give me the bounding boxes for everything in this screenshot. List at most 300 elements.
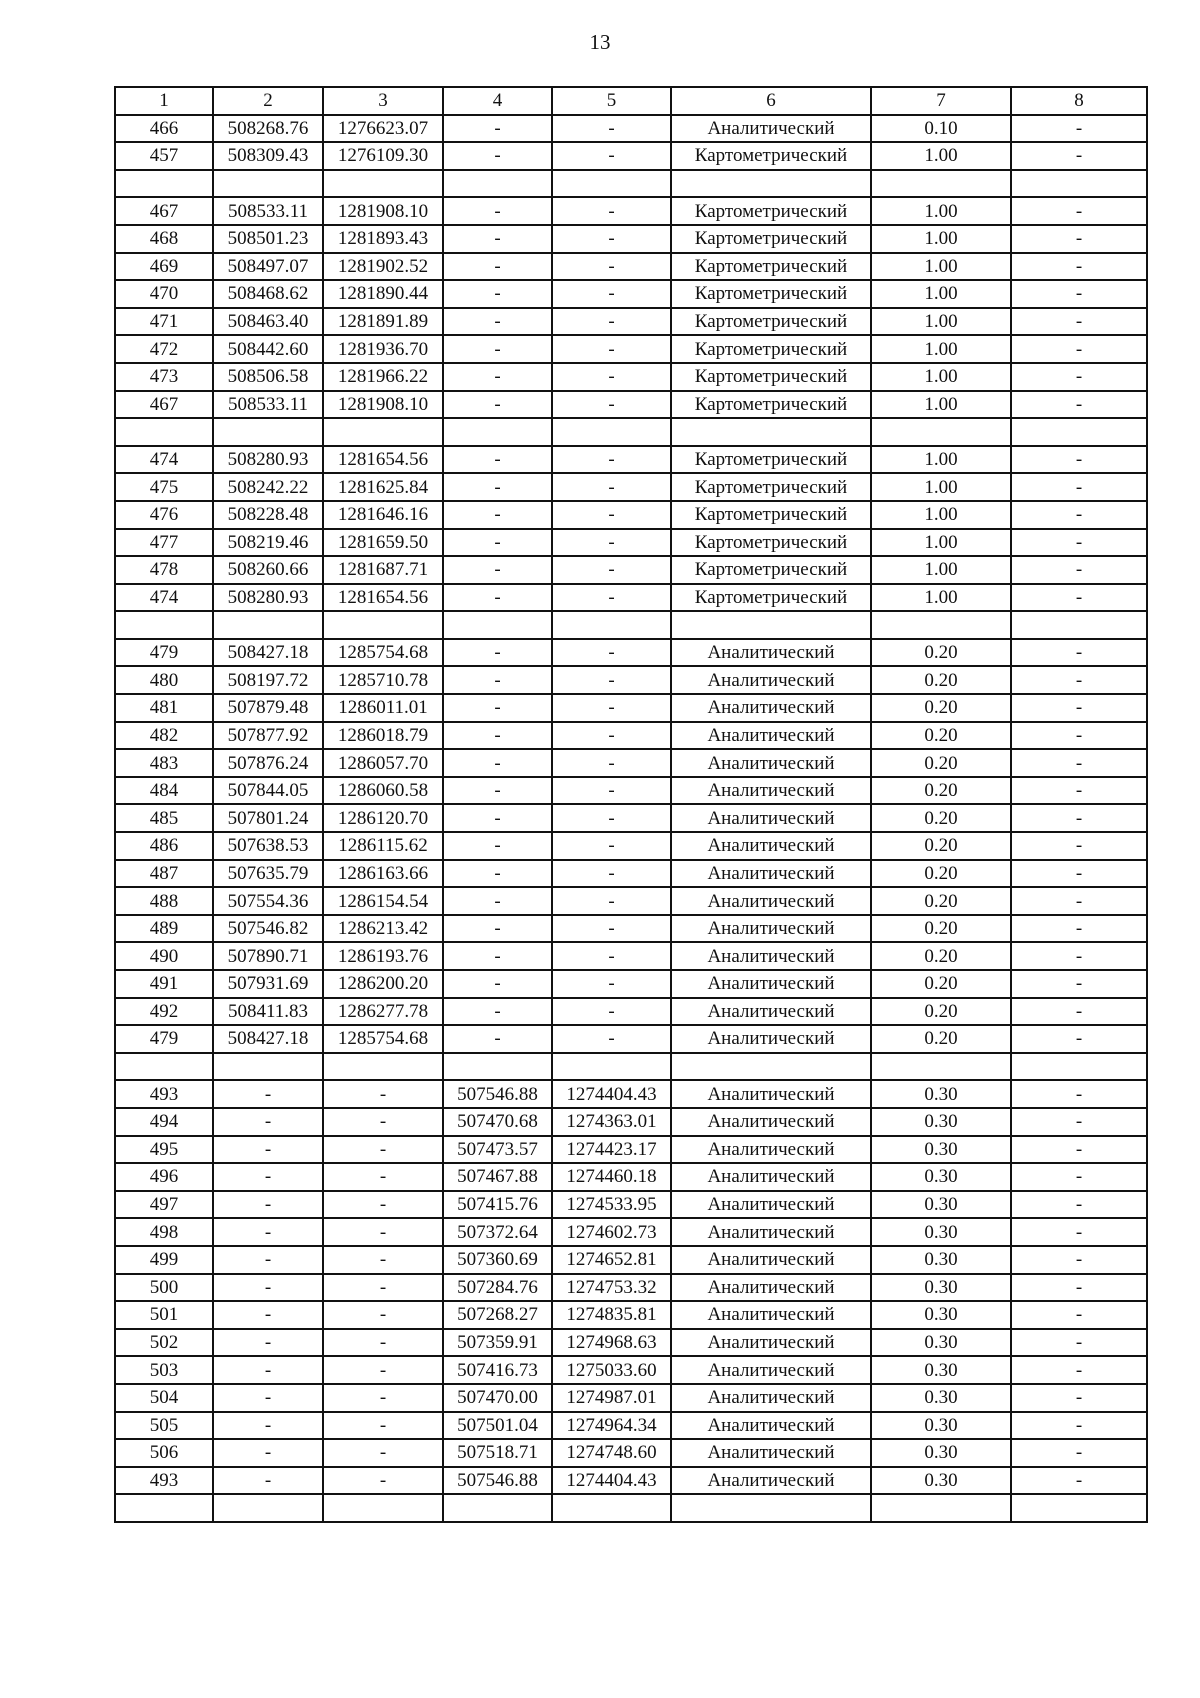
- table-row: [115, 142, 1147, 170]
- table-cell-col-2: 508219.46: [213, 529, 323, 557]
- table-cell-col-6: Аналитический: [671, 970, 871, 998]
- table-cell-col-1: 473: [115, 363, 213, 391]
- table-cell-col-4: [443, 611, 552, 639]
- table-cell-col-8: [1011, 418, 1147, 446]
- table-row: [115, 556, 1147, 584]
- table-cell-col-3: 1281936.70: [323, 335, 443, 363]
- table-cell-col-4: -: [443, 804, 552, 832]
- table-cell-col-6: Картометрический: [671, 556, 871, 584]
- table-cell-col-4: -: [443, 556, 552, 584]
- table-cell-col-4: 507359.91: [443, 1329, 552, 1357]
- table-cell-col-8: -: [1011, 1025, 1147, 1053]
- table-row: [115, 1246, 1147, 1274]
- table-cell-col-8: -: [1011, 335, 1147, 363]
- table-cell-col-6: Аналитический: [671, 1412, 871, 1440]
- table-cell-col-2: -: [213, 1412, 323, 1440]
- table-cell-col-3: 1286011.01: [323, 694, 443, 722]
- table-cell-col-7: 0.10: [871, 115, 1011, 143]
- table-cell-col-4: -: [443, 749, 552, 777]
- table-cell-col-2: -: [213, 1108, 323, 1136]
- table-cell-col-8: -: [1011, 1467, 1147, 1495]
- table-cell-col-2: [213, 1053, 323, 1081]
- table-cell-col-6: Аналитический: [671, 694, 871, 722]
- table-cell-col-6: Картометрический: [671, 363, 871, 391]
- table-cell-col-8: -: [1011, 1108, 1147, 1136]
- table-cell-col-6: Аналитический: [671, 1025, 871, 1053]
- table-cell-col-5: -: [552, 694, 671, 722]
- table-cell-col-3: 1286193.76: [323, 942, 443, 970]
- table-cell-col-4: -: [443, 998, 552, 1026]
- table-cell-col-4: 507546.88: [443, 1467, 552, 1495]
- table-body: [115, 115, 1147, 1522]
- table-cell-col-5: -: [552, 722, 671, 750]
- table-cell-col-4: -: [443, 142, 552, 170]
- table-cell-col-3: 1281891.89: [323, 308, 443, 336]
- table-cell-col-4: [443, 1494, 552, 1522]
- table-cell-col-5: -: [552, 446, 671, 474]
- table-cell-col-4: -: [443, 501, 552, 529]
- table-cell-col-1: 492: [115, 998, 213, 1026]
- column-header-6: 6: [671, 87, 871, 115]
- table-cell-col-4: 507470.68: [443, 1108, 552, 1136]
- table-cell-col-3: -: [323, 1274, 443, 1302]
- table-cell-col-7: 1.00: [871, 391, 1011, 419]
- table-cell-col-8: -: [1011, 1080, 1147, 1108]
- table-row: [115, 253, 1147, 281]
- table-cell-col-7: 1.00: [871, 473, 1011, 501]
- table-row: [115, 1218, 1147, 1246]
- table-cell-col-3: 1285754.68: [323, 639, 443, 667]
- table-row: [115, 1025, 1147, 1053]
- table-cell-col-6: Аналитический: [671, 1274, 871, 1302]
- table-cell-col-5: 1274533.95: [552, 1191, 671, 1219]
- table-cell-col-5: -: [552, 363, 671, 391]
- table-cell-col-7: [871, 1494, 1011, 1522]
- table-cell-col-8: -: [1011, 1301, 1147, 1329]
- table-cell-col-6: Картометрический: [671, 391, 871, 419]
- table-cell-col-8: -: [1011, 584, 1147, 612]
- table-cell-col-2: 507635.79: [213, 860, 323, 888]
- table-cell-col-5: 1274652.81: [552, 1246, 671, 1274]
- table-row: [115, 722, 1147, 750]
- table-cell-col-4: -: [443, 915, 552, 943]
- table-cell-col-4: -: [443, 639, 552, 667]
- table-cell-col-6: Аналитический: [671, 1356, 871, 1384]
- table-row: [115, 639, 1147, 667]
- table-cell-col-8: -: [1011, 253, 1147, 281]
- table-cell-col-4: -: [443, 694, 552, 722]
- table-cell-col-2: -: [213, 1218, 323, 1246]
- table-cell-col-1: 474: [115, 584, 213, 612]
- table-cell-col-7: 0.20: [871, 970, 1011, 998]
- table-row: [115, 1274, 1147, 1302]
- table-cell-col-7: 0.20: [871, 942, 1011, 970]
- table-cell-col-4: -: [443, 363, 552, 391]
- table-cell-col-6: Аналитический: [671, 722, 871, 750]
- table-row: [115, 970, 1147, 998]
- table-row: [115, 473, 1147, 501]
- table-cell-col-4: 507501.04: [443, 1412, 552, 1440]
- table-cell-col-6: Аналитический: [671, 942, 871, 970]
- table-cell-col-5: -: [552, 115, 671, 143]
- table-row: [115, 666, 1147, 694]
- table-cell-col-6: Аналитический: [671, 1246, 871, 1274]
- table-cell-col-8: -: [1011, 998, 1147, 1026]
- table-cell-col-1: 500: [115, 1274, 213, 1302]
- table-cell-col-1: [115, 170, 213, 198]
- table-cell-col-1: 506: [115, 1439, 213, 1467]
- table-cell-col-1: 488: [115, 887, 213, 915]
- table-cell-col-5: -: [552, 584, 671, 612]
- table-cell-col-8: -: [1011, 1384, 1147, 1412]
- table-cell-col-1: 502: [115, 1329, 213, 1357]
- table-cell-col-5: -: [552, 253, 671, 281]
- table-cell-col-5: -: [552, 804, 671, 832]
- table-cell-col-7: 1.00: [871, 280, 1011, 308]
- table-cell-col-5: 1274987.01: [552, 1384, 671, 1412]
- table-cell-col-2: 507877.92: [213, 722, 323, 750]
- table-row: [115, 335, 1147, 363]
- table-cell-col-5: [552, 170, 671, 198]
- table-cell-col-5: -: [552, 280, 671, 308]
- table-cell-col-7: 0.30: [871, 1246, 1011, 1274]
- table-cell-col-7: 0.20: [871, 722, 1011, 750]
- table-row: [115, 501, 1147, 529]
- table-cell-col-1: 503: [115, 1356, 213, 1384]
- table-cell-col-7: 1.00: [871, 529, 1011, 557]
- table-cell-col-6: Картометрический: [671, 280, 871, 308]
- table-cell-col-6: Картометрический: [671, 501, 871, 529]
- table-cell-col-3: -: [323, 1218, 443, 1246]
- table-cell-col-3: [323, 611, 443, 639]
- table-cell-col-3: 1286018.79: [323, 722, 443, 750]
- table-cell-col-2: -: [213, 1080, 323, 1108]
- table-cell-col-1: 457: [115, 142, 213, 170]
- table-cell-col-4: 507415.76: [443, 1191, 552, 1219]
- table-cell-col-8: -: [1011, 1356, 1147, 1384]
- table-cell-col-7: 1.00: [871, 308, 1011, 336]
- table-cell-col-2: 508268.76: [213, 115, 323, 143]
- table-cell-col-1: 498: [115, 1218, 213, 1246]
- table-cell-col-5: [552, 1494, 671, 1522]
- table-cell-col-7: 0.30: [871, 1108, 1011, 1136]
- table-cell-col-2: 508533.11: [213, 197, 323, 225]
- table-cell-col-1: [115, 1494, 213, 1522]
- table-cell-col-7: [871, 611, 1011, 639]
- table-cell-col-8: -: [1011, 1439, 1147, 1467]
- table-cell-col-4: [443, 170, 552, 198]
- table-cell-col-5: -: [552, 225, 671, 253]
- table-cell-col-5: 1274753.32: [552, 1274, 671, 1302]
- table-cell-col-6: Картометрический: [671, 142, 871, 170]
- table-cell-col-1: 477: [115, 529, 213, 557]
- table-cell-col-1: 472: [115, 335, 213, 363]
- table-cell-col-6: Аналитический: [671, 1136, 871, 1164]
- table-cell-col-5: -: [552, 197, 671, 225]
- table-cell-col-4: 507467.88: [443, 1163, 552, 1191]
- table-cell-col-7: 0.20: [871, 749, 1011, 777]
- table-cell-col-1: 479: [115, 639, 213, 667]
- table-cell-col-6: Аналитический: [671, 1191, 871, 1219]
- table-cell-col-7: 1.00: [871, 446, 1011, 474]
- table-row: [115, 942, 1147, 970]
- table-cell-col-7: 0.30: [871, 1467, 1011, 1495]
- table-cell-col-8: -: [1011, 1191, 1147, 1219]
- table-cell-col-6: Аналитический: [671, 804, 871, 832]
- table-cell-col-2: 508501.23: [213, 225, 323, 253]
- table-row: [115, 1467, 1147, 1495]
- table-cell-col-2: 508309.43: [213, 142, 323, 170]
- table-cell-col-7: 0.20: [871, 915, 1011, 943]
- table-cell-col-1: 491: [115, 970, 213, 998]
- table-cell-col-7: 0.30: [871, 1163, 1011, 1191]
- table-row: [115, 1108, 1147, 1136]
- table-cell-col-5: -: [552, 777, 671, 805]
- table-cell-col-1: 476: [115, 501, 213, 529]
- table-cell-col-3: -: [323, 1108, 443, 1136]
- table-row: [115, 1329, 1147, 1357]
- table-cell-col-6: Картометрический: [671, 584, 871, 612]
- table-cell-col-6: Аналитический: [671, 666, 871, 694]
- table-cell-col-7: 0.20: [871, 694, 1011, 722]
- table-cell-col-5: -: [552, 666, 671, 694]
- table-cell-col-2: 508197.72: [213, 666, 323, 694]
- table-cell-col-6: Аналитический: [671, 1108, 871, 1136]
- table-cell-col-7: 0.20: [871, 639, 1011, 667]
- table-cell-col-1: 501: [115, 1301, 213, 1329]
- table-cell-col-7: 0.20: [871, 777, 1011, 805]
- table-cell-col-4: 507372.64: [443, 1218, 552, 1246]
- table-cell-col-3: 1286115.62: [323, 832, 443, 860]
- table-cell-col-8: -: [1011, 1136, 1147, 1164]
- table-cell-col-6: Аналитический: [671, 639, 871, 667]
- table-cell-col-3: 1286277.78: [323, 998, 443, 1026]
- table-cell-col-2: 507638.53: [213, 832, 323, 860]
- table-cell-col-4: 507470.00: [443, 1384, 552, 1412]
- table-cell-col-5: -: [552, 942, 671, 970]
- table-cell-col-5: -: [552, 639, 671, 667]
- table-cell-col-2: -: [213, 1329, 323, 1357]
- table-cell-col-4: -: [443, 832, 552, 860]
- table-cell-col-3: 1286163.66: [323, 860, 443, 888]
- column-header-1: 1: [115, 87, 213, 115]
- table-cell-col-8: [1011, 1494, 1147, 1522]
- table-cell-col-8: -: [1011, 860, 1147, 888]
- table-cell-col-3: 1281966.22: [323, 363, 443, 391]
- table-cell-col-3: 1281659.50: [323, 529, 443, 557]
- table-row: [115, 860, 1147, 888]
- table-cell-col-4: -: [443, 115, 552, 143]
- table-cell-col-4: -: [443, 1025, 552, 1053]
- table-cell-col-8: -: [1011, 501, 1147, 529]
- table-cell-col-6: Аналитический: [671, 115, 871, 143]
- table-cell-col-1: 466: [115, 115, 213, 143]
- table-cell-col-4: -: [443, 584, 552, 612]
- table-cell-col-1: 490: [115, 942, 213, 970]
- table-cell-col-2: -: [213, 1384, 323, 1412]
- table-cell-col-6: Аналитический: [671, 887, 871, 915]
- table-cell-col-5: 1274835.81: [552, 1301, 671, 1329]
- table-cell-col-6: Аналитический: [671, 1080, 871, 1108]
- table-cell-col-4: -: [443, 308, 552, 336]
- table-cell-col-1: [115, 1053, 213, 1081]
- table-cell-col-8: -: [1011, 308, 1147, 336]
- table-cell-col-5: 1274404.43: [552, 1080, 671, 1108]
- table-cell-col-7: 1.00: [871, 142, 1011, 170]
- table-cell-col-8: -: [1011, 197, 1147, 225]
- table-cell-col-6: Аналитический: [671, 1218, 871, 1246]
- table-cell-col-7: 1.00: [871, 225, 1011, 253]
- column-header-3: 3: [323, 87, 443, 115]
- table-cell-col-7: 0.30: [871, 1274, 1011, 1302]
- table-cell-col-7: 0.20: [871, 860, 1011, 888]
- table-cell-col-5: -: [552, 501, 671, 529]
- table-cell-col-3: 1285710.78: [323, 666, 443, 694]
- table-cell-col-2: 508242.22: [213, 473, 323, 501]
- table-cell-col-1: 499: [115, 1246, 213, 1274]
- table-cell-col-7: [871, 170, 1011, 198]
- table-cell-col-3: 1281654.56: [323, 446, 443, 474]
- table-cell-col-8: -: [1011, 115, 1147, 143]
- table-cell-col-8: -: [1011, 1246, 1147, 1274]
- table-cell-col-4: -: [443, 970, 552, 998]
- table-cell-col-1: 505: [115, 1412, 213, 1440]
- table-cell-col-3: 1281625.84: [323, 473, 443, 501]
- table-cell-col-7: 0.20: [871, 832, 1011, 860]
- table-spacer-row: [115, 1494, 1147, 1522]
- table-cell-col-2: 508427.18: [213, 639, 323, 667]
- table-cell-col-3: 1286213.42: [323, 915, 443, 943]
- table-row: [115, 1163, 1147, 1191]
- table-cell-col-8: -: [1011, 391, 1147, 419]
- table-cell-col-1: 497: [115, 1191, 213, 1219]
- table-row: [115, 584, 1147, 612]
- table-cell-col-6: Картометрический: [671, 308, 871, 336]
- table-row: [115, 804, 1147, 832]
- table-cell-col-1: 494: [115, 1108, 213, 1136]
- table-cell-col-4: -: [443, 280, 552, 308]
- table-cell-col-7: 1.00: [871, 253, 1011, 281]
- table-cell-col-8: -: [1011, 694, 1147, 722]
- table-cell-col-3: -: [323, 1439, 443, 1467]
- table-cell-col-7: 0.30: [871, 1412, 1011, 1440]
- table-cell-col-6: Аналитический: [671, 1384, 871, 1412]
- table-cell-col-4: -: [443, 666, 552, 694]
- table-cell-col-7: 0.30: [871, 1191, 1011, 1219]
- table-cell-col-2: [213, 611, 323, 639]
- table-cell-col-2: -: [213, 1136, 323, 1164]
- table-cell-col-4: -: [443, 887, 552, 915]
- table-cell-col-3: -: [323, 1384, 443, 1412]
- table-cell-col-1: [115, 611, 213, 639]
- table-cell-col-8: [1011, 611, 1147, 639]
- table-row: [115, 1412, 1147, 1440]
- table-cell-col-6: Картометрический: [671, 253, 871, 281]
- table-cell-col-2: 507844.05: [213, 777, 323, 805]
- table-cell-col-1: 478: [115, 556, 213, 584]
- table-cell-col-2: 507554.36: [213, 887, 323, 915]
- table-cell-col-1: 495: [115, 1136, 213, 1164]
- table-cell-col-5: -: [552, 556, 671, 584]
- table-row: [115, 308, 1147, 336]
- table-cell-col-5: 1274460.18: [552, 1163, 671, 1191]
- table-row: [115, 915, 1147, 943]
- table-row: [115, 225, 1147, 253]
- column-header-8: 8: [1011, 87, 1147, 115]
- table-cell-col-6: [671, 418, 871, 446]
- table-cell-col-4: -: [443, 391, 552, 419]
- table-cell-col-2: [213, 418, 323, 446]
- table-cell-col-6: Картометрический: [671, 197, 871, 225]
- table-cell-col-1: 467: [115, 197, 213, 225]
- table-cell-col-3: 1281902.52: [323, 253, 443, 281]
- table-cell-col-5: 1274968.63: [552, 1329, 671, 1357]
- table-cell-col-8: -: [1011, 1412, 1147, 1440]
- table-spacer-row: [115, 1053, 1147, 1081]
- table-cell-col-4: -: [443, 860, 552, 888]
- table-cell-col-2: 508280.93: [213, 584, 323, 612]
- table-cell-col-5: -: [552, 1025, 671, 1053]
- table-cell-col-8: [1011, 1053, 1147, 1081]
- table-cell-col-2: [213, 170, 323, 198]
- table-header: [115, 87, 1147, 115]
- table-cell-col-5: 1274602.73: [552, 1218, 671, 1246]
- table-cell-col-5: -: [552, 308, 671, 336]
- table-cell-col-4: -: [443, 722, 552, 750]
- header-row: [115, 87, 1147, 115]
- table-cell-col-6: Аналитический: [671, 749, 871, 777]
- table-cell-col-5: 1274363.01: [552, 1108, 671, 1136]
- table-cell-col-4: 507360.69: [443, 1246, 552, 1274]
- table-cell-col-7: 0.30: [871, 1384, 1011, 1412]
- table-cell-col-2: 508497.07: [213, 253, 323, 281]
- table-row: [115, 446, 1147, 474]
- table-cell-col-8: -: [1011, 1163, 1147, 1191]
- table-cell-col-3: 1281687.71: [323, 556, 443, 584]
- table-cell-col-1: 470: [115, 280, 213, 308]
- table-cell-col-7: 1.00: [871, 501, 1011, 529]
- table-cell-col-6: Аналитический: [671, 915, 871, 943]
- table-cell-col-7: 0.30: [871, 1329, 1011, 1357]
- table-cell-col-7: 0.20: [871, 998, 1011, 1026]
- table-cell-col-6: Картометрический: [671, 473, 871, 501]
- table-cell-col-7: 0.30: [871, 1439, 1011, 1467]
- table-cell-col-5: -: [552, 749, 671, 777]
- table-cell-col-3: [323, 1494, 443, 1522]
- table-cell-col-2: 508228.48: [213, 501, 323, 529]
- table-cell-col-2: 507876.24: [213, 749, 323, 777]
- table-cell-col-2: -: [213, 1191, 323, 1219]
- table-cell-col-4: -: [443, 446, 552, 474]
- table-cell-col-7: 0.20: [871, 666, 1011, 694]
- table-cell-col-6: Картометрический: [671, 529, 871, 557]
- column-header-5: 5: [552, 87, 671, 115]
- table-cell-col-5: -: [552, 832, 671, 860]
- table-cell-col-6: Аналитический: [671, 860, 871, 888]
- table-cell-col-6: Картометрический: [671, 335, 871, 363]
- table-cell-col-4: -: [443, 529, 552, 557]
- table-cell-col-4: 507518.71: [443, 1439, 552, 1467]
- table-cell-col-7: 1.00: [871, 584, 1011, 612]
- table-cell-col-6: Аналитический: [671, 1301, 871, 1329]
- table-cell-col-8: -: [1011, 970, 1147, 998]
- table-cell-col-2: -: [213, 1274, 323, 1302]
- table-cell-col-2: 508468.62: [213, 280, 323, 308]
- table-cell-col-5: -: [552, 860, 671, 888]
- table-cell-col-7: 0.30: [871, 1080, 1011, 1108]
- table-cell-col-1: 483: [115, 749, 213, 777]
- table-cell-col-6: [671, 170, 871, 198]
